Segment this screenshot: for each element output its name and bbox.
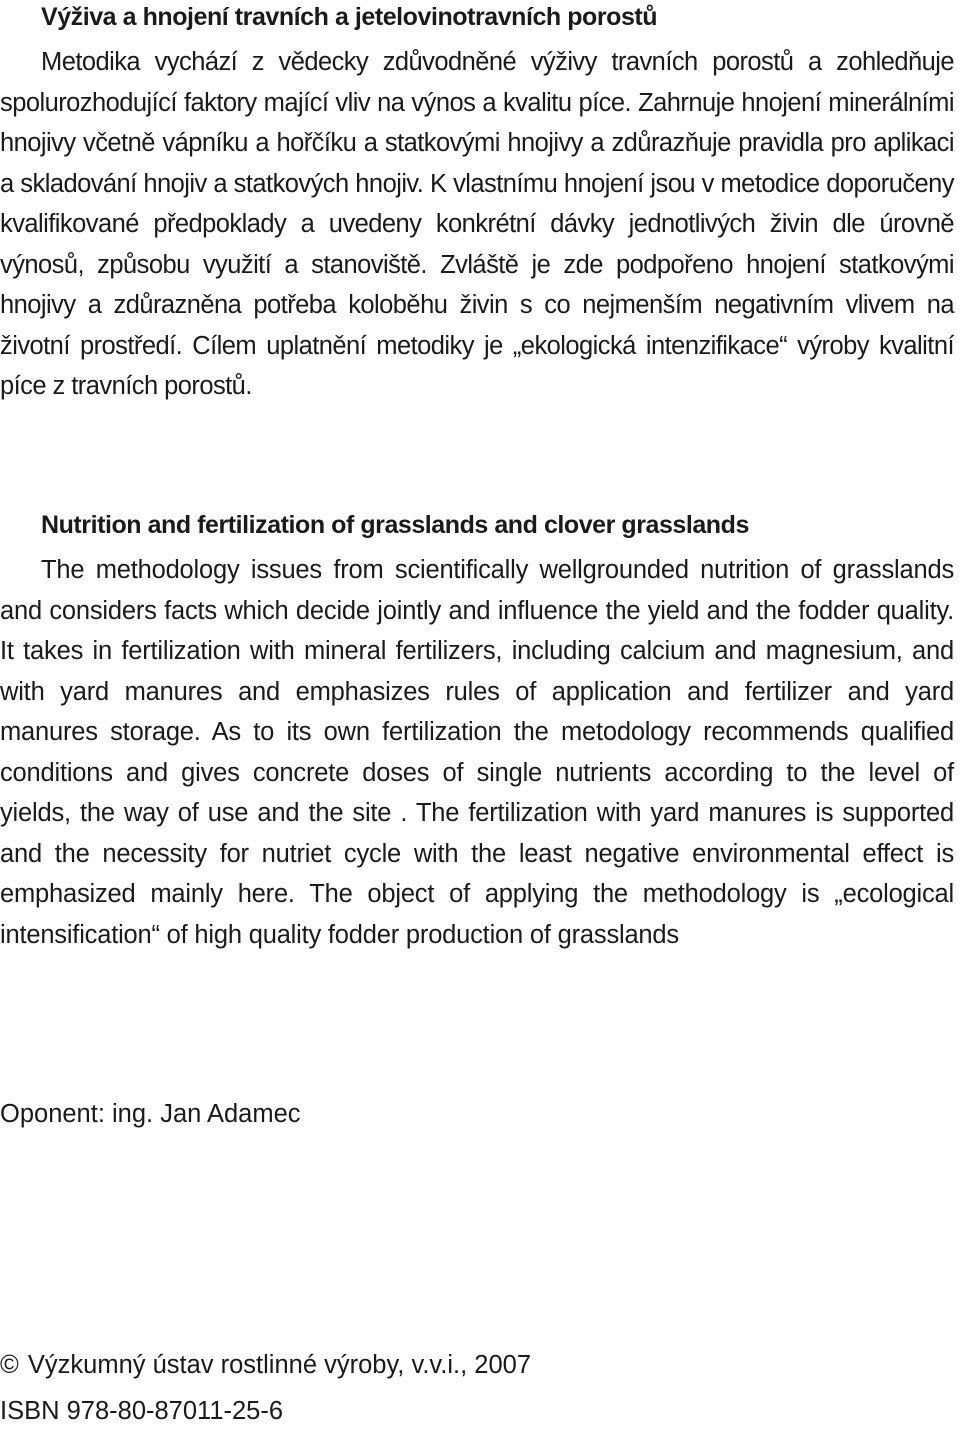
czech-abstract-text: Metodika vychází z vědecky zdůvodněné výživy travních porostů a zohledňuje spolurozhodující faktory mající vliv na výnos a kvalitu píce. Zahrnuje hnojení minerálními hnojivy včetně vápníku a hořčíku a statkovými hnojivy a zdůrazňuje pravidla pro aplikaci a skladování hnojiv a statkových hnojiv. K vlastnímu hnojení jsou v metodice doporučeny kvalifikované předpoklady a uvedeny konkrétní dávky jednotlivých živin dle úrovně výnosů, způsobu využití a stanoviště. Zvláště je zde podpořeno hnojení statkovými hnojivy a zdůrazněna potřeba koloběhu živin s co nejmenším negativním vlivem na životní prostředí. Cílem uplatnění metodiky je „ekologická intenzifikace“ výroby kvalitní píce z travních porostů.	[0, 48, 954, 400]
copyright-text: Výzkumný ústav rostlinné výroby, v.v.i., 2007	[20, 1351, 531, 1379]
czech-abstract-title: Výživa a hnojení travních a jetelovinotravních porostů	[41, 3, 658, 31]
czech-abstract	[0, 0, 954, 407]
english-abstract-text: The methodology issues from scientifically wellgrounded nutrition of grasslands and considers facts which decide jointly and influence the yield and the fodder quality. It takes in fertilization with mineral fertilizers, including calcium and magnesium, and with yard manures and emphasizes rules of application and fertilizer and yard manures storage. As to its own fertilization the metodology recommends qualified conditions and gives concrete doses of single nutrients according to the level of yields, the way of use and the site . The fertilization with yard manures is supported and the necessity for nutriet cycle with the least negative environmental effect is emphasized mainly here. The object of applying the methodology is „ecological intensification“ of high quality fodder production of grasslands	[0, 556, 954, 949]
english-abstract-title: Nutrition and fertilization of grasslands and clover grasslands	[41, 511, 749, 539]
english-abstract	[0, 508, 954, 955]
copyright-icon: ©	[0, 1351, 19, 1379]
copyright-line	[0, 1345, 531, 1385]
opponent-line: Oponent: ing. Jan Adamec	[0, 1100, 301, 1128]
isbn-line: ISBN 978-80-87011-25-6	[0, 1397, 284, 1425]
